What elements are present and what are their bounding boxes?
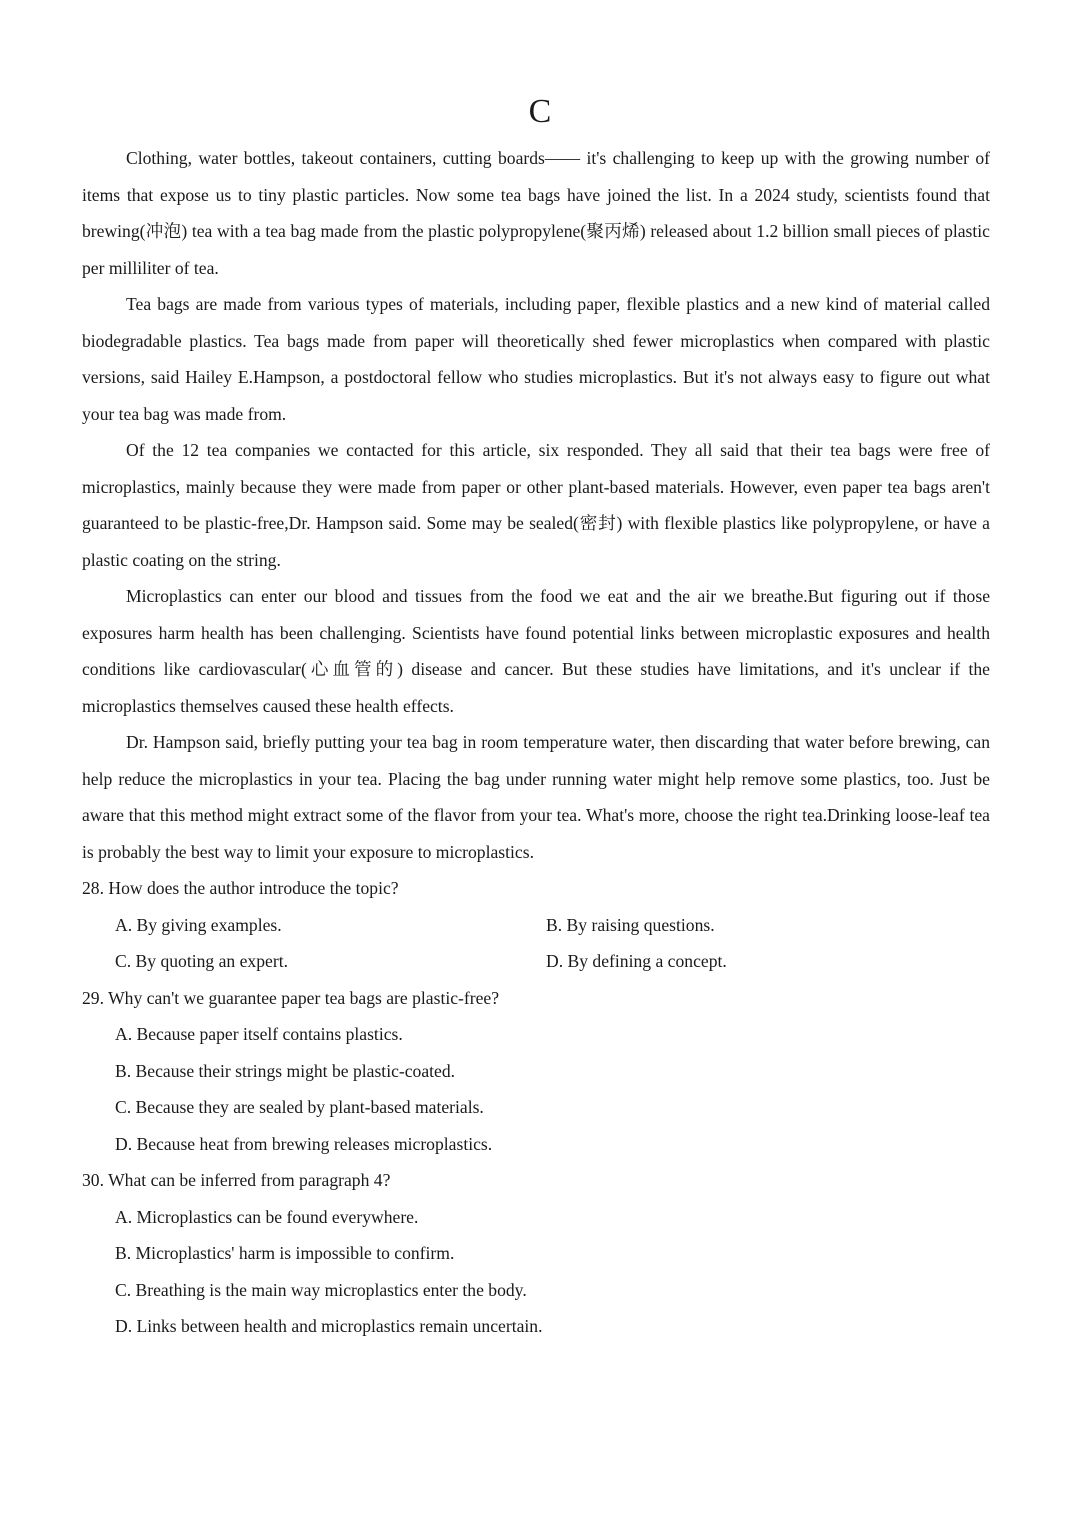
passage-paragraph-3: Of the 12 tea companies we contacted for this article, six responded. They all said that their tea bags were free of microplastics, mainly because they were made from paper or other plant-based materials. However, even paper tea bags aren't guaranteed to be plastic-free,Dr. Hampson said. Some may be sealed(密封) with flexible plastics like polypropylene, or have a plastic coating on the string. — [82, 440, 990, 570]
option-c: C. Because they are sealed by plant-based materials. — [115, 1097, 484, 1117]
option-b: B. Because their strings might be plastic-coated. — [115, 1060, 456, 1081]
passage-paragraph-1: Clothing, water bottles, takeout containers, cutting boards—— it's challenging to keep up with the growing number of items that expose us to tiny plastic particles. Now some tea bags have joined the list. In a 2024 study, scientists found that brewing(冲泡) tea with a tea bag made from the plastic polypropylene(聚丙烯) released about 1.2 billion small pieces of plastic per milliliter of tea. — [82, 148, 990, 278]
reading-passage — [82, 140, 990, 870]
option-d: D. By defining a concept. — [546, 951, 727, 971]
section-title: C — [528, 93, 552, 130]
option-a: A. Because paper itself contains plastics. — [115, 1024, 403, 1044]
question-30 — [82, 1162, 990, 1345]
question-list — [82, 870, 990, 1345]
option-c: C. By quoting an expert. — [115, 951, 288, 971]
option-a: A. Microplastics can be found everywhere. — [115, 1206, 419, 1227]
answer-options — [115, 1016, 990, 1162]
option-b: B. Microplastics' harm is impossible to confirm. — [115, 1243, 455, 1263]
option-b: B. By raising questions. — [546, 914, 715, 935]
option-c: C. Breathing is the main way microplastics enter the body. — [115, 1279, 527, 1300]
question-stem: 29. Why can't we guarantee paper tea bags are plastic-free? — [82, 987, 500, 1008]
answer-options — [115, 907, 990, 980]
passage-paragraph-5: Dr. Hampson said, briefly putting your tea bag in room temperature water, then discarding that water before brewing, can help reduce the microplastics in your tea. Placing the bag under running water might help remove some plastics, too. Just be aware that this method might extract some of the flavor from your tea. What's more, choose the right tea.Drinking loose-leaf tea is probably the best way to limit your exposure to microplastics. — [82, 732, 990, 862]
passage-paragraph-4: Microplastics can enter our blood and tissues from the food we eat and the air we breathe.But figuring out if those exposures harm health has been challenging. Scientists have found potential links between microplastic exposures and health conditions like cardiovascular(心血管的) disease and cancer. But these studies have limitations, and it's unclear if the microplastics themselves caused these health effects. — [82, 586, 990, 716]
answer-options — [115, 1199, 990, 1345]
passage-paragraph-2: Tea bags are made from various types of materials, including paper, flexible plastics and a new kind of material called biodegradable plastics. Tea bags made from paper will theoretically shed fewer microplastics when compared with plastic versions, said Hailey E.Hampson, a postdoctoral fellow who studies microplastics. But it's not always easy to figure out what your tea bag was made from. — [82, 294, 990, 424]
question-28 — [82, 870, 990, 980]
option-d: D. Links between health and microplastics remain uncertain. — [115, 1316, 543, 1336]
question-stem: 28. How does the author introduce the topic? — [82, 878, 399, 898]
option-a: A. By giving examples. — [115, 914, 282, 935]
question-29 — [82, 980, 990, 1163]
option-d: D. Because heat from brewing releases microplastics. — [115, 1133, 493, 1154]
question-stem: 30. What can be inferred from paragraph 4? — [82, 1170, 391, 1190]
